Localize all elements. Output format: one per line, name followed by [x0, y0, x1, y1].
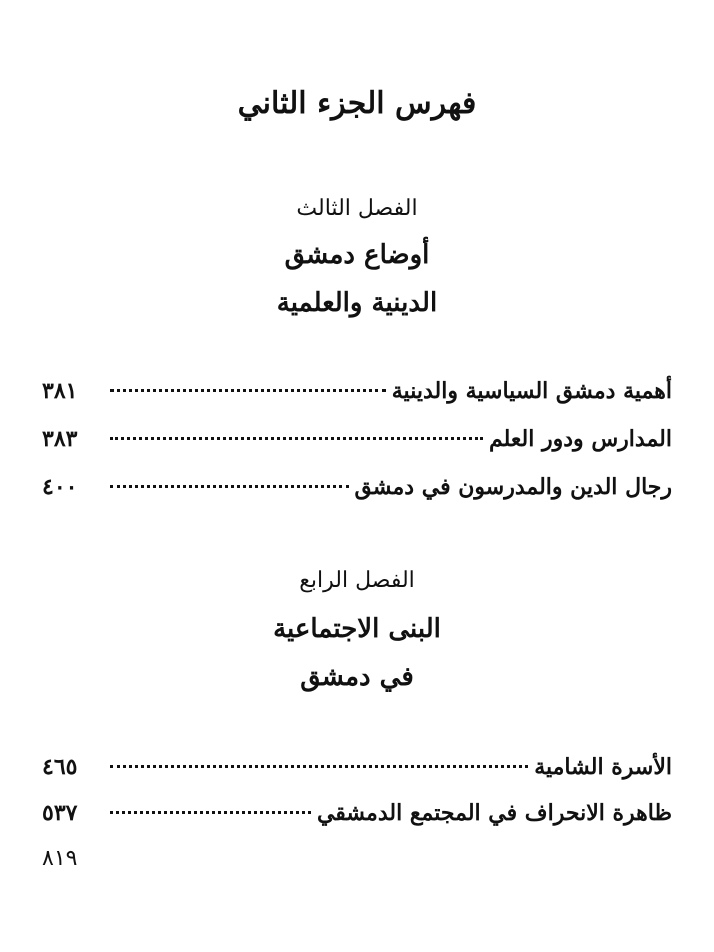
leader-dots	[110, 388, 386, 392]
leader-dots	[110, 764, 528, 768]
page-number: ٨١٩	[42, 846, 78, 871]
toc-entry-title: أهمية دمشق السياسية والدينية	[391, 378, 672, 404]
chapter-label: الفصل الثالث	[296, 196, 418, 221]
chapter-heading: البنى الاجتماعية	[273, 614, 441, 644]
toc-entry-title: الأسرة الشامية	[534, 754, 672, 780]
page-title: فهرس الجزء الثاني	[237, 86, 477, 121]
toc-entry-title: رجال الدين والمدرسون في دمشق	[354, 474, 672, 500]
toc-entry-page: ٣٨١	[42, 378, 78, 404]
toc-entry-page: ٤٠٠	[42, 474, 78, 500]
toc-entry-title: المدارس ودور العلم	[488, 426, 672, 452]
leader-dots	[110, 810, 311, 814]
chapter-heading: في دمشق	[300, 662, 414, 692]
leader-dots	[110, 436, 483, 440]
leader-dots	[110, 484, 349, 488]
toc-entry-page: ٥٣٧	[42, 800, 78, 826]
chapter-label: الفصل الرابع	[299, 568, 415, 593]
toc-entry	[42, 378, 672, 414]
chapter-heading: أوضاع دمشق	[284, 240, 430, 270]
toc-entry-page: ٤٦٥	[42, 754, 78, 780]
toc-entry	[42, 800, 672, 836]
toc-entry	[42, 426, 672, 462]
toc-entry	[42, 474, 672, 510]
toc-entry	[42, 754, 672, 790]
toc-entry-title: ظاهرة الانحراف في المجتمع الدمشقي	[316, 800, 672, 826]
chapter-heading: الدينية والعلمية	[276, 288, 438, 318]
toc-entry-page: ٣٨٣	[42, 426, 78, 452]
